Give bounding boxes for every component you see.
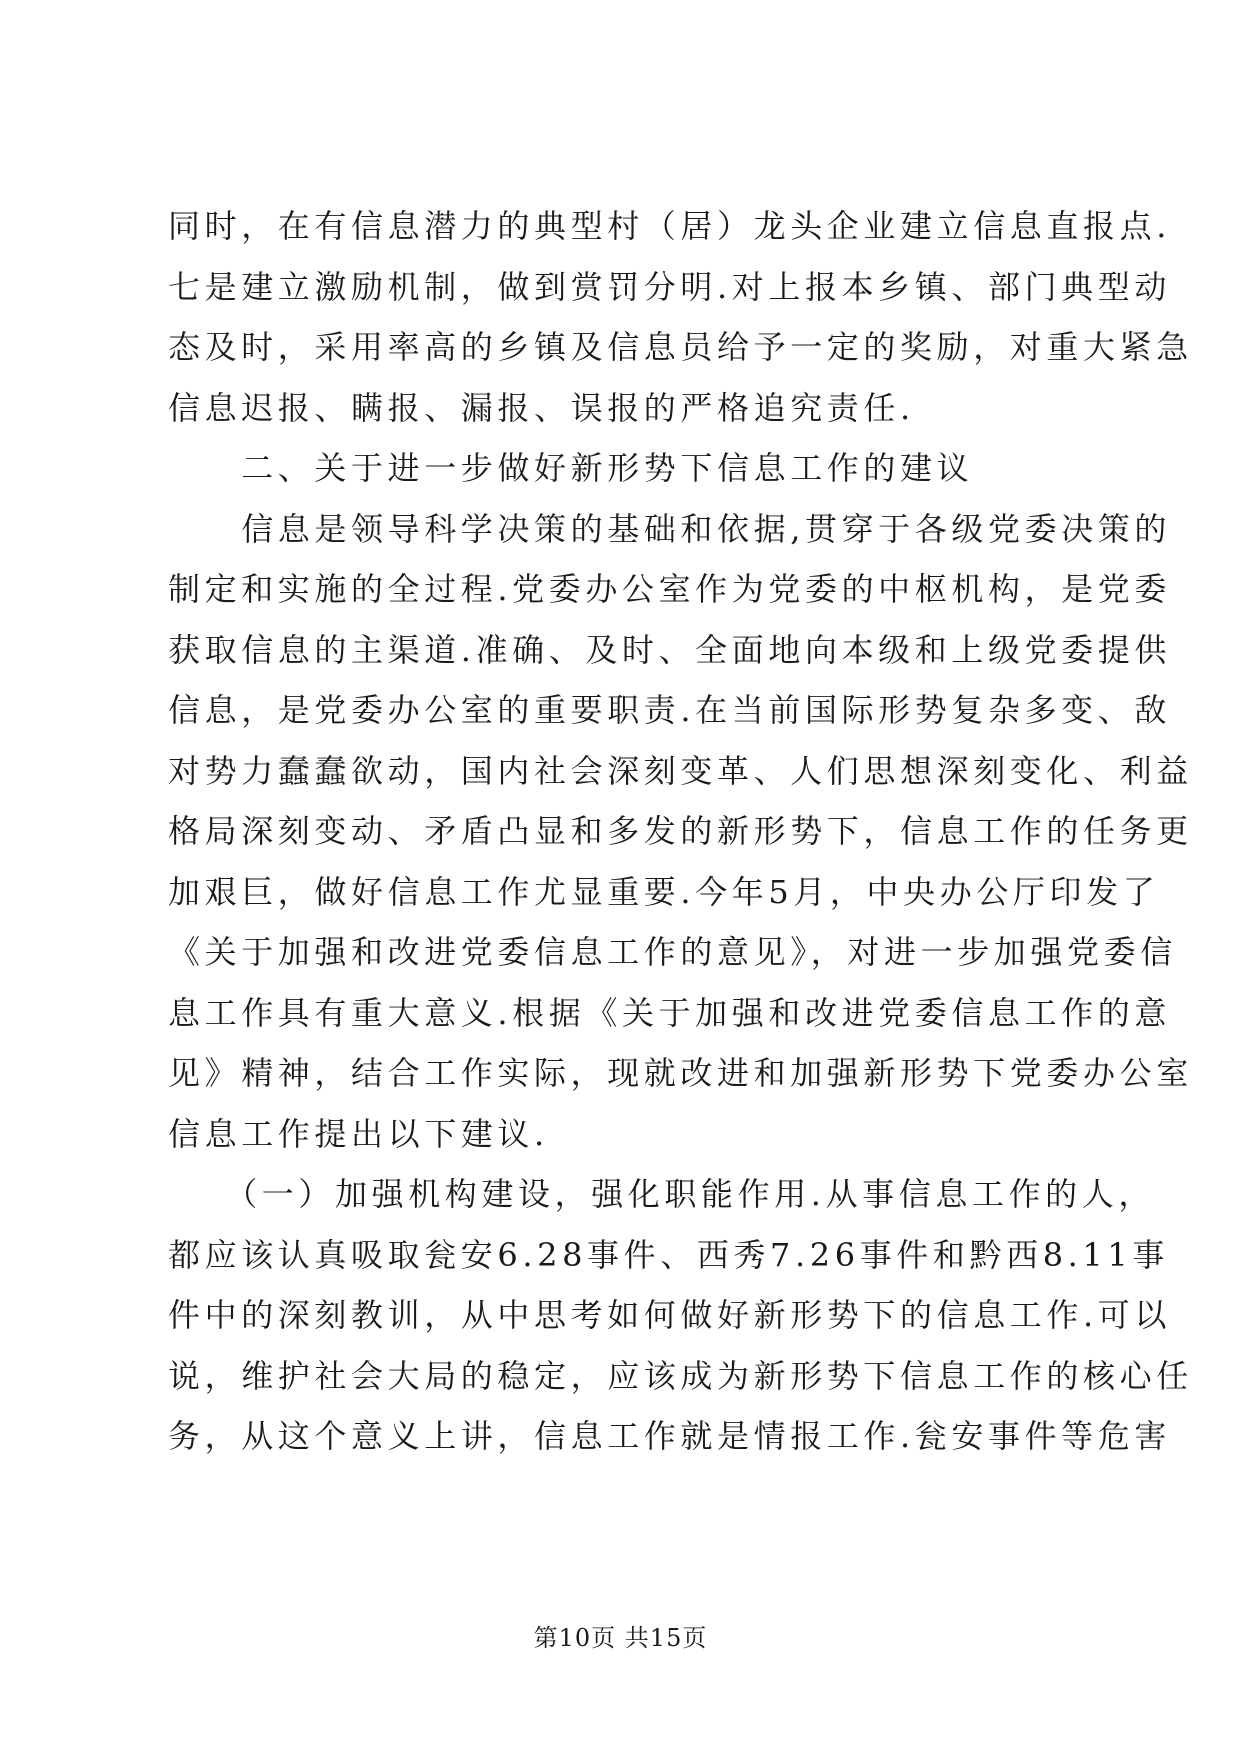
text-line: 说，维护社会大局的稳定，应该成为新形势下信息工作的核心任 bbox=[168, 1356, 1193, 1395]
text-line: 制定和实施的全过程.党委办公室作为党委的中枢机构，是党委 bbox=[168, 570, 1171, 608]
text-line: 信息，是党委办公室的重要职责.在当前国际形势复杂多变、敌 bbox=[168, 691, 1171, 729]
text-line: 务，从这个意义上讲，信息工作就是情报工作.瓮安事件等危害 bbox=[168, 1417, 1171, 1455]
text-line: 加艰巨，做好信息工作尤显重要.今年5月，中央办公厅印发了 bbox=[168, 872, 1160, 911]
text-line: 《关于加强和改进党委信息工作的意见》，对进一步加强党委信 bbox=[168, 933, 1177, 971]
document-body bbox=[168, 196, 1193, 1467]
text-line: 获取信息的主渠道.准确、及时、全面地向本级和上级党委提供 bbox=[168, 630, 1171, 669]
text-line: 同时，在有信息潜力的典型村（居）龙头企业建立信息直报点. bbox=[168, 207, 1171, 245]
text-line: 态及时，采用率高的乡镇及信息员给予一定的奖励，对重大紧急 bbox=[168, 328, 1193, 366]
section-heading: 二、关于进一步做好新形势下信息工作的建议 bbox=[168, 449, 974, 487]
text-line: 信息工作提出以下建议. bbox=[168, 1114, 549, 1153]
text-line: 件中的深刻教训，从中思考如何做好新形势下的信息工作.可以 bbox=[168, 1296, 1171, 1334]
text-line: 都应该认真吸取瓮安6.28事件、西秀7.26事件和黔西8.11事 bbox=[168, 1235, 1169, 1274]
text-line: 信息是领导科学决策的基础和依据,贯穿于各级党委决策的 bbox=[168, 509, 1171, 548]
text-line: 见》精神，结合工作实际，现就改进和加强新形势下党委办公室 bbox=[168, 1054, 1193, 1092]
text-line: 七是建立激励机制，做到赏罚分明.对上报本乡镇、部门典型动 bbox=[168, 267, 1171, 306]
page-number-footer: 第10页 共15页 bbox=[533, 1624, 708, 1652]
subsection-heading: （一）加强机构建设，强化职能作用.从事信息工作的人， bbox=[168, 1175, 1155, 1213]
text-line: 对势力蠢蠢欲动，国内社会深刻变革、人们思想深刻变化、利益 bbox=[168, 751, 1193, 790]
text-line: 信息迟报、瞒报、漏报、误报的严格追究责任. bbox=[168, 388, 915, 427]
text-line: 息工作具有重大意义.根据《关于加强和改进党委信息工作的意 bbox=[168, 993, 1171, 1032]
text-line: 格局深刻变动、矛盾凸显和多发的新形势下，信息工作的任务更 bbox=[168, 812, 1193, 850]
